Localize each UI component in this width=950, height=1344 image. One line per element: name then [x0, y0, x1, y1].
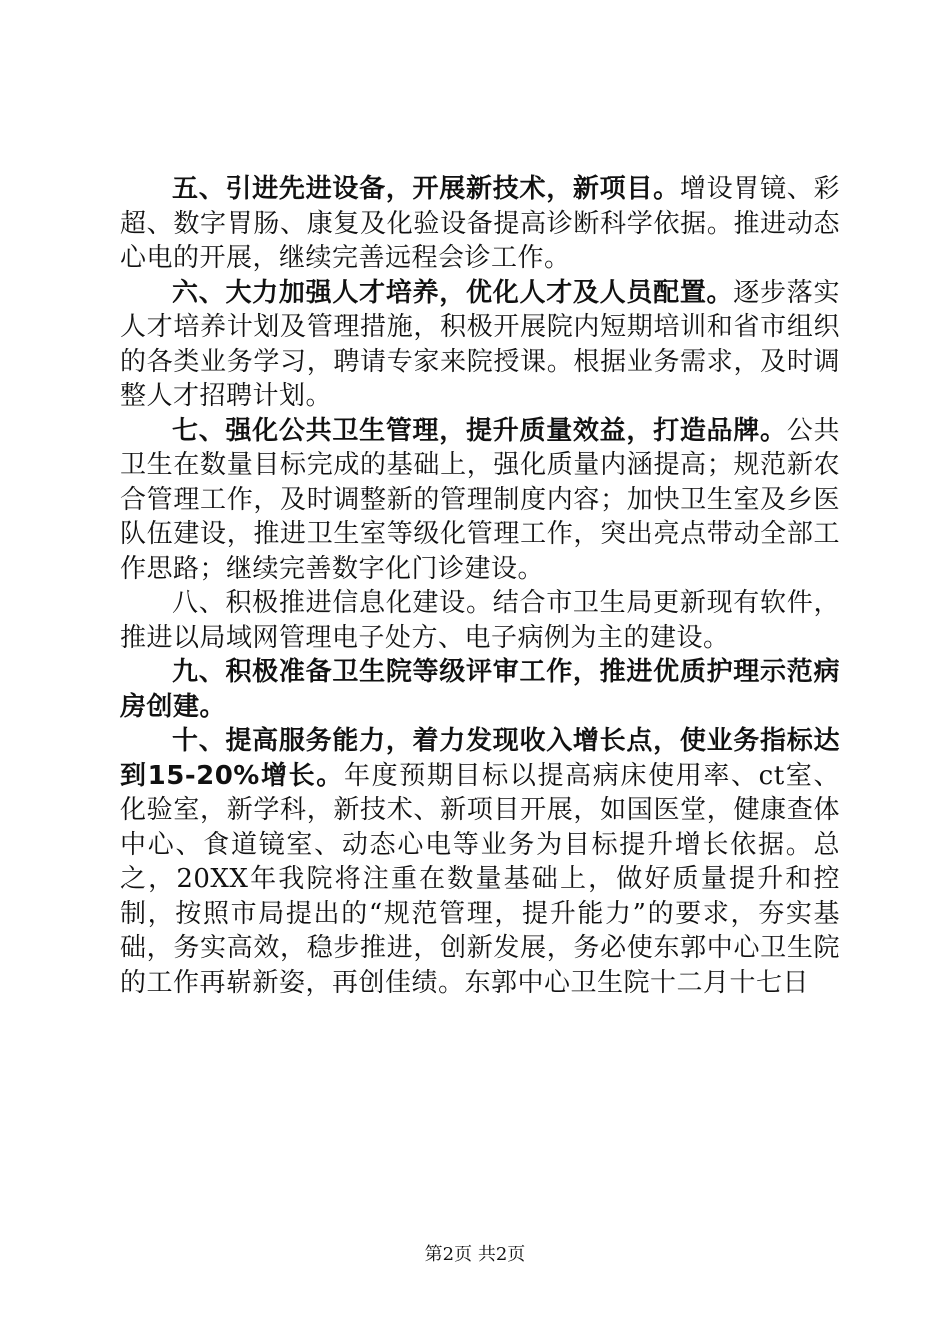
paragraph-text: 公共卫生在数量目标完成的基础上，强化质量内涵提高；规范新农合管理工作，及时调整新的管理制度内容；加快卫生室及乡医队伍建设，推进卫生室等级化管理工作，突出亮点带动全部工作思路；继续完善数字化门诊建设。	[120, 415, 840, 584]
paragraph-9	[120, 655, 840, 724]
paragraph-heading: 十、提高服务能力，着力发现收入增长点，使业务指标达到15-20%增长。	[120, 726, 840, 791]
paragraph-7	[120, 414, 840, 587]
paragraph-text: 八、积极推进信息化建设。结合市卫生局更新现有软件，推进以局域网管理电子处方、电子病例为主的建设。	[120, 588, 840, 653]
paragraph-text: 增设胃镜、彩超、数字胃肠、康复及化验设备提高诊断科学依据。推进动态心电的开展，继续完善远程会诊工作。	[120, 174, 840, 273]
paragraph-text: 逐步落实人才培养计划及管理措施，积极开展院内短期培训和省市组织的各类业务学习，聘请专家来院授课。根据业务需求，及时调整人才招聘计划。	[120, 277, 840, 411]
paragraph-heading: 六、大力加强人才培养，优化人才及人员配置。	[172, 277, 734, 308]
paragraph-heading: 五、引进先进设备，开展新技术，新项目。	[172, 174, 680, 204]
paragraph-6	[120, 276, 840, 414]
paragraph-8	[120, 586, 840, 655]
paragraph-10	[120, 724, 840, 1000]
page-footer: 第2页 共2页	[424, 1244, 526, 1265]
paragraph-text: 年度预期目标以提高病床使用率、ct室、化验室，新学科，新技术、新项目开展，如国医堂，健康查体中心、食道镜室、动态心电等业务为目标提升增长依据。总之，20XX年我院将注重在数量基础上，做好质量提升和控制，按照市局提出的“规范管理，提升能力”的要求，夯实基础，务实高效，稳步推进，创新发展，务必使东郭中心卫生院的工作再崭新姿，再创佳绩。东郭中心卫生院十二月十七日	[120, 760, 840, 998]
document-body	[120, 172, 840, 1000]
paragraph-5	[120, 172, 840, 276]
paragraph-heading: 九、积极准备卫生院等级评审工作，推进优质护理示范病房创建。	[120, 657, 840, 722]
paragraph-heading: 七、强化公共卫生管理，提升质量效益，打造品牌。	[172, 415, 787, 446]
